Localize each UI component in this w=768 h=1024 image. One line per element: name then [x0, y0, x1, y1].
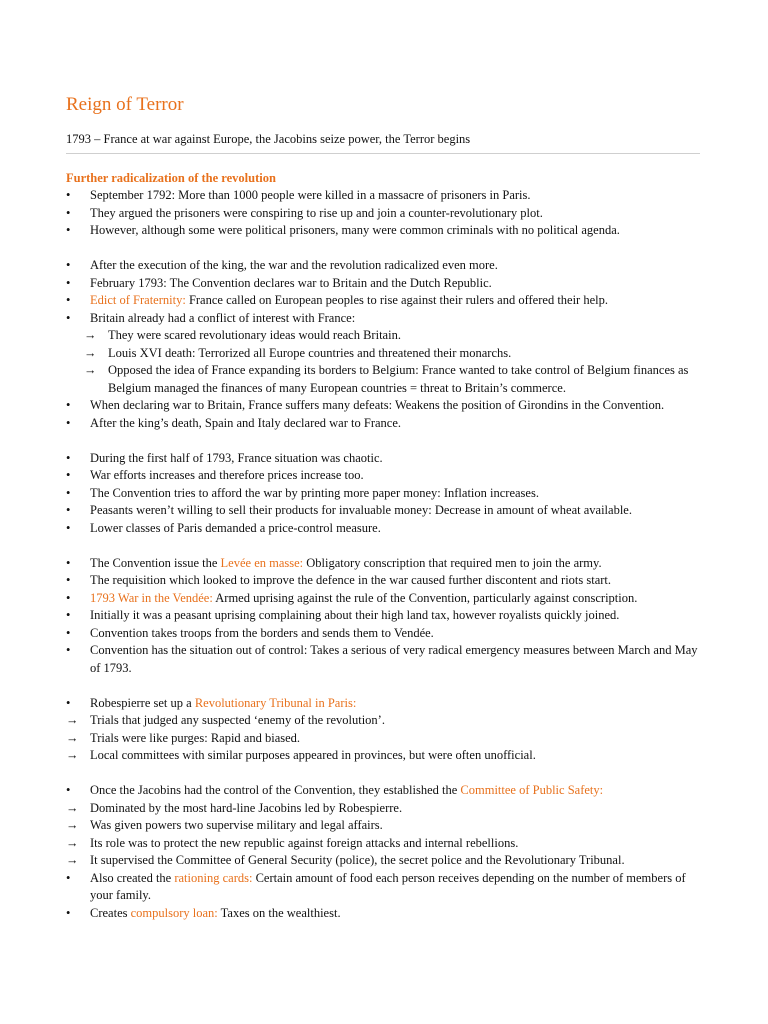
bullet-item	[66, 397, 706, 415]
bullet-item	[66, 450, 706, 468]
bullet-text: The requisition which looked to improve the defence in the war caused further discontent and riots start.	[90, 573, 612, 587]
sub-point	[66, 327, 706, 345]
bullet-item	[66, 187, 706, 205]
bullet-text: Also created the	[90, 870, 175, 885]
bullet-text: Local committees with similar purposes appeared in provinces, but were often unofficial.	[90, 748, 536, 762]
bullet-text: Its role was to protect the new republic against foreign attacks and internal rebellions.	[90, 835, 519, 850]
bullet-marker-icon: •	[66, 398, 71, 412]
arrow-marker-icon: →	[66, 713, 79, 727]
bullet-text: It supervised the Committee of General Security (police), the secret police and the Revolutionary Tribunal.	[90, 853, 625, 867]
highlighted-term: Levée en masse:	[220, 555, 304, 570]
section-heading: Further radicalization of the revolution	[66, 171, 276, 185]
bullet-text: Convention has the situation out of control: Takes a serious of very radical emergency measures between March and May of 1793.	[90, 643, 698, 675]
bullet-marker-icon: •	[66, 223, 71, 237]
bullet-text: The Convention issue the	[90, 555, 221, 570]
bullet-marker-icon: •	[66, 590, 71, 605]
bullet-marker-icon: •	[66, 275, 71, 290]
bullet-text: War efforts increases and therefore prices increase too.	[90, 468, 364, 482]
bullet-text: Dominated by the most hard-line Jacobins led by Robespierre.	[90, 800, 403, 815]
bullet-group	[66, 257, 706, 432]
bullet-marker-icon: •	[66, 485, 71, 500]
bullet-item	[66, 257, 706, 275]
notes-body	[66, 187, 706, 940]
bullet-group	[66, 450, 706, 538]
bullet-text: Once the Jacobins had the control of the Convention, they established the	[90, 783, 461, 797]
sub-point	[66, 730, 706, 748]
sub-point	[66, 345, 706, 363]
bullet-text: During the first half of 1793, France situation was chaotic.	[90, 450, 383, 465]
arrow-marker-icon: →	[66, 800, 79, 815]
bullet-text: However, although some were political prisoners, many were common criminals with no political agenda.	[90, 223, 620, 237]
bullet-item	[66, 205, 706, 223]
bullet-item	[66, 502, 706, 520]
bullet-item	[66, 590, 706, 608]
page-subtitle: 1793 – France at war against Europe, the Jacobins seize power, the Terror begins	[66, 131, 700, 154]
highlighted-term: rationing cards:	[174, 870, 253, 885]
bullet-group	[66, 187, 706, 240]
arrow-marker-icon: →	[84, 345, 97, 360]
bullet-item	[66, 415, 706, 433]
bullet-marker-icon: •	[66, 625, 71, 640]
bullet-text: September 1792: More than 1000 people were killed in a massacre of prisoners in Paris.	[90, 188, 531, 202]
bullet-marker-icon: •	[66, 293, 71, 307]
bullet-text: They were scared revolutionary ideas would reach Britain.	[108, 328, 401, 342]
sub-point	[66, 852, 706, 870]
bullet-text: Was given powers two supervise military and legal affairs.	[90, 818, 383, 832]
bullet-text: Creates	[90, 905, 131, 920]
arrow-marker-icon: →	[66, 853, 79, 867]
bullet-text: Britain already had a conflict of interest with France:	[90, 310, 356, 325]
bullet-item	[66, 642, 706, 677]
arrow-marker-icon: →	[66, 818, 79, 832]
bullet-text: France called on European peoples to rise against their rulers and offered their help.	[185, 293, 608, 307]
arrow-marker-icon: →	[66, 835, 79, 850]
bullet-item	[66, 905, 706, 923]
bullet-text: February 1793: The Convention declares war to Britain and the Dutch Republic.	[90, 275, 492, 290]
bullet-marker-icon: •	[66, 258, 71, 272]
sub-point	[66, 835, 706, 853]
bullet-item	[66, 275, 706, 293]
bullet-text: Taxes on the wealthiest.	[217, 905, 341, 920]
bullet-group	[66, 695, 706, 765]
page-title: Reign of Terror	[66, 94, 184, 115]
bullet-item	[66, 555, 706, 573]
bullet-marker-icon: •	[66, 310, 71, 325]
bullet-marker-icon: •	[66, 503, 71, 517]
bullet-text: Initially it was a peasant uprising complaining about their high land tax, however royalists quickly joined.	[90, 608, 620, 622]
bullet-marker-icon: •	[66, 870, 71, 885]
bullet-marker-icon: •	[66, 468, 71, 482]
bullet-item	[66, 520, 706, 538]
arrow-marker-icon: →	[84, 363, 97, 377]
sub-point	[66, 362, 706, 397]
arrow-marker-icon: →	[66, 730, 79, 745]
bullet-text: Opposed the idea of France expanding its borders to Belgium: France wanted to take control of Belgium finances as Belgium managed the finances of many European countries = threat to Britain’s commerce.	[108, 363, 689, 395]
highlighted-term: Edict of Fraternity:	[90, 293, 186, 307]
sub-point	[66, 817, 706, 835]
bullet-text: Lower classes of Paris demanded a price-control measure.	[90, 520, 381, 535]
arrow-marker-icon: →	[84, 328, 97, 342]
bullet-item	[66, 782, 706, 800]
bullet-text: Louis XVI death: Terrorized all Europe countries and threatened their monarchs.	[108, 345, 512, 360]
bullet-marker-icon: •	[66, 695, 71, 710]
bullet-text: When declaring war to Britain, France suffers many defeats: Weakens the position of Girondins in the Convention.	[90, 398, 665, 412]
bullet-marker-icon: •	[66, 608, 71, 622]
highlighted-term: Revolutionary Tribunal in Paris:	[194, 695, 357, 710]
sub-point	[66, 800, 706, 818]
bullet-text: They argued the prisoners were conspiring to rise up and join a counter-revolutionary plot.	[90, 205, 543, 220]
bullet-group	[66, 555, 706, 678]
bullet-text: Trials that judged any suspected ‘enemy of the revolution’.	[90, 713, 385, 727]
bullet-marker-icon: •	[66, 905, 71, 920]
bullet-item	[66, 292, 706, 310]
bullet-item	[66, 572, 706, 590]
bullet-marker-icon: •	[66, 415, 71, 430]
bullet-marker-icon: •	[66, 520, 71, 535]
bullet-marker-icon: •	[66, 783, 71, 797]
bullet-marker-icon: •	[66, 573, 71, 587]
sub-point	[66, 747, 706, 765]
bullet-marker-icon: •	[66, 450, 71, 465]
bullet-item	[66, 310, 706, 328]
bullet-item	[66, 485, 706, 503]
bullet-text: Convention takes troops from the borders and sends them to Vendée.	[90, 625, 434, 640]
bullet-text: After the execution of the king, the war and the revolution radicalized even more.	[90, 258, 498, 272]
bullet-item	[66, 607, 706, 625]
bullet-text: Robespierre set up a	[90, 695, 195, 710]
bullet-item	[66, 625, 706, 643]
bullet-marker-icon: •	[66, 188, 71, 202]
arrow-marker-icon: →	[66, 748, 79, 762]
highlighted-term: 1793 War in the Vendée:	[90, 590, 213, 605]
bullet-text: After the king’s death, Spain and Italy declared war to France.	[90, 415, 401, 430]
bullet-marker-icon: •	[66, 555, 71, 570]
bullet-item	[66, 870, 706, 905]
highlighted-term: compulsory loan:	[130, 905, 218, 920]
bullet-marker-icon: •	[66, 643, 71, 657]
bullet-text: Armed uprising against the rule of the Convention, particularly against conscription.	[212, 590, 638, 605]
bullet-text: Certain amount of food each person receives depending on the number of members of your family.	[90, 870, 686, 902]
bullet-text: Peasants weren’t willing to sell their products for invaluable money: Decrease in amount of wheat available.	[90, 503, 632, 517]
bullet-item	[66, 222, 706, 240]
bullet-item	[66, 467, 706, 485]
bullet-text: Obligatory conscription that required men to join the army.	[303, 555, 602, 570]
bullet-text: Trials were like purges: Rapid and biased.	[90, 730, 301, 745]
bullet-group	[66, 782, 706, 922]
bullet-text: The Convention tries to afford the war by printing more paper money: Inflation increases.	[90, 485, 539, 500]
highlighted-term: Committee of Public Safety:	[460, 783, 604, 797]
sub-point	[66, 712, 706, 730]
bullet-marker-icon: •	[66, 205, 71, 220]
bullet-item	[66, 695, 706, 713]
